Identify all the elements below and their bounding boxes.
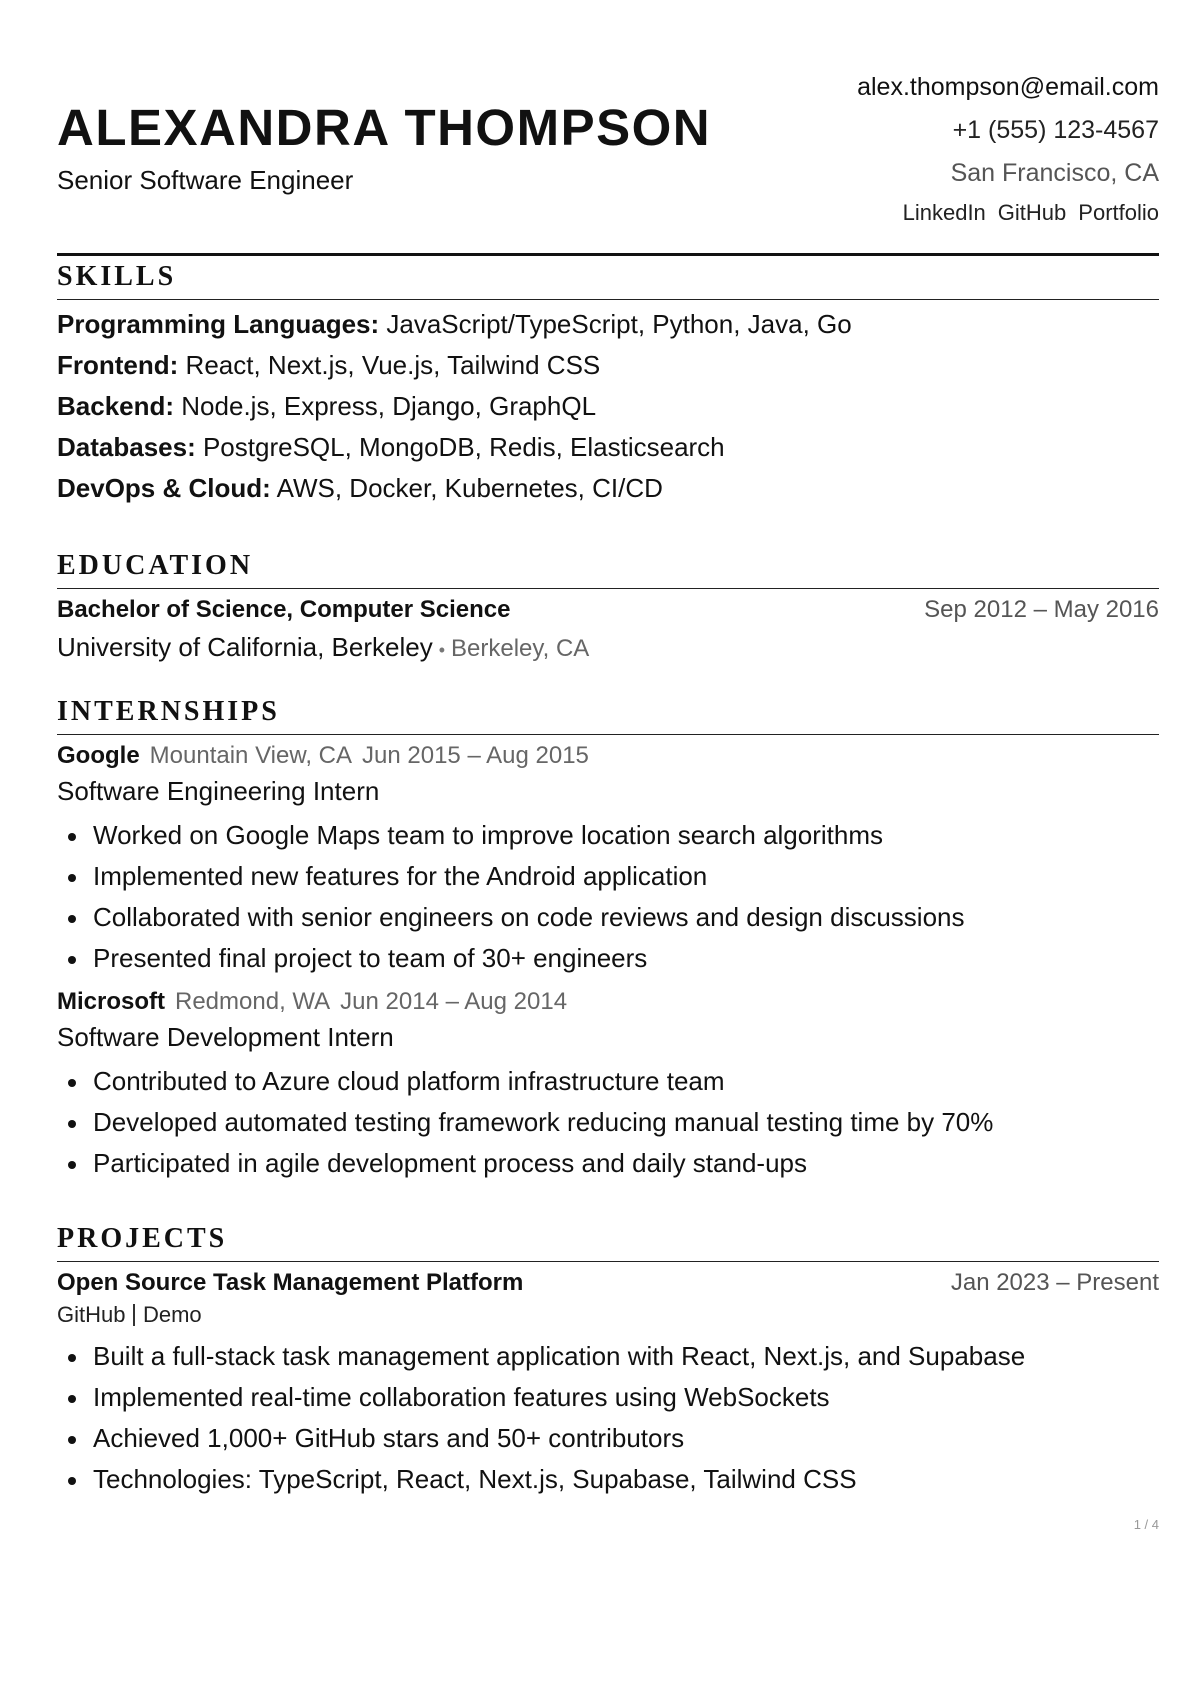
separator-dot: •	[438, 640, 446, 660]
project-bullets	[57, 1336, 1159, 1500]
internship-entry	[57, 985, 1159, 1184]
list-item: Contributed to Azure cloud platform infrastructure team	[57, 1061, 1159, 1102]
skill-value: React, Next.js, Vue.js, Tailwind CSS	[185, 350, 601, 380]
skill-value: AWS, Docker, Kubernetes, CI/CD	[276, 473, 663, 503]
skills-heading: SKILLS	[57, 261, 1159, 300]
skill-label: Databases:	[57, 432, 196, 462]
project-header	[57, 1266, 1159, 1300]
internship-entry	[57, 739, 1159, 979]
skill-row	[57, 345, 1159, 386]
degree-row	[57, 593, 1159, 627]
projects-heading: PROJECTS	[57, 1223, 1159, 1262]
school-name: University of California, Berkeley	[57, 632, 433, 662]
internship-header	[57, 739, 1159, 773]
company-name: Google	[57, 742, 140, 769]
list-item: Implemented real-time collaboration features using WebSockets	[57, 1377, 1159, 1418]
skill-value: Node.js, Express, Django, GraphQL	[181, 391, 597, 421]
projects-section	[57, 1223, 1159, 1500]
skills-section	[57, 261, 1159, 509]
portfolio-link[interactable]: Portfolio	[1078, 200, 1159, 225]
phone-number: +1 (555) 123-4567	[952, 116, 1159, 144]
candidate-name: ALEXANDRA THOMPSON	[57, 99, 712, 156]
skill-row	[57, 304, 1159, 345]
internship-role: Software Development Intern	[57, 1022, 394, 1052]
skill-row	[57, 386, 1159, 427]
internship-dates: Jun 2014 – Aug 2014	[340, 988, 568, 1015]
job-title: Senior Software Engineer	[57, 165, 354, 195]
list-item: Achieved 1,000+ GitHub stars and 50+ contributors	[57, 1418, 1159, 1459]
profile-links	[857, 198, 1159, 228]
internship-header	[57, 985, 1159, 1019]
education-section	[57, 550, 1159, 670]
skill-row	[57, 468, 1159, 509]
internship-dates: Jun 2015 – Aug 2015	[362, 742, 589, 769]
skill-value: JavaScript/TypeScript, Python, Java, Go	[386, 309, 852, 339]
skill-label: Frontend:	[57, 350, 179, 380]
school-row	[57, 627, 1159, 670]
list-item: Technologies: TypeScript, React, Next.js, Supabase, Tailwind CSS	[57, 1459, 1159, 1500]
company-name: Microsoft	[57, 988, 165, 1015]
page-indicator: 1 / 4	[1133, 1517, 1159, 1532]
internship-bullets	[57, 815, 1159, 979]
skill-row	[57, 427, 1159, 468]
skill-label: DevOps & Cloud:	[57, 473, 271, 503]
education-heading: EDUCATION	[57, 550, 1159, 589]
internship-role: Software Engineering Intern	[57, 776, 380, 806]
degree: Bachelor of Science, Computer Science	[57, 596, 511, 623]
location: San Francisco, CA	[950, 159, 1159, 187]
project-demo-link[interactable]: Demo	[142, 1302, 202, 1327]
list-item: Participated in agile development process and daily stand-ups	[57, 1143, 1159, 1184]
internships-section	[57, 696, 1159, 1184]
list-item: Collaborated with senior engineers on code reviews and design discussions	[57, 897, 1159, 938]
list-item: Presented final project to team of 30+ engineers	[57, 938, 1159, 979]
github-link[interactable]: GitHub	[997, 200, 1067, 225]
skill-label: Backend:	[57, 391, 175, 421]
list-item: Developed automated testing framework reducing manual testing time by 70%	[57, 1102, 1159, 1143]
list-item: Implemented new features for the Android application	[57, 856, 1159, 897]
email-link[interactable]: alex.thompson@email.com	[857, 73, 1159, 101]
company-location: Redmond, WA	[175, 988, 331, 1015]
project-links	[57, 1300, 1159, 1330]
company-location: Mountain View, CA	[149, 742, 353, 769]
education-dates: Sep 2012 – May 2016	[924, 596, 1159, 623]
skill-label: Programming Languages:	[57, 309, 380, 339]
project-dates: Jan 2023 – Present	[950, 1269, 1159, 1296]
internship-bullets	[57, 1061, 1159, 1184]
skill-value: PostgreSQL, MongoDB, Redis, Elasticsearch	[202, 432, 725, 462]
internships-heading: INTERNSHIPS	[57, 696, 1159, 735]
link-separator	[133, 1304, 135, 1326]
list-item: Worked on Google Maps team to improve location search algorithms	[57, 815, 1159, 856]
header-divider	[57, 253, 1159, 256]
project-github-link[interactable]: GitHub	[57, 1302, 126, 1327]
school-city: Berkeley, CA	[451, 635, 590, 662]
contact-block	[857, 70, 1159, 228]
linkedin-link[interactable]: LinkedIn	[902, 200, 986, 225]
project-title: Open Source Task Management Platform	[57, 1269, 524, 1296]
list-item: Built a full-stack task management application with React, Next.js, and Supabase	[57, 1336, 1159, 1377]
